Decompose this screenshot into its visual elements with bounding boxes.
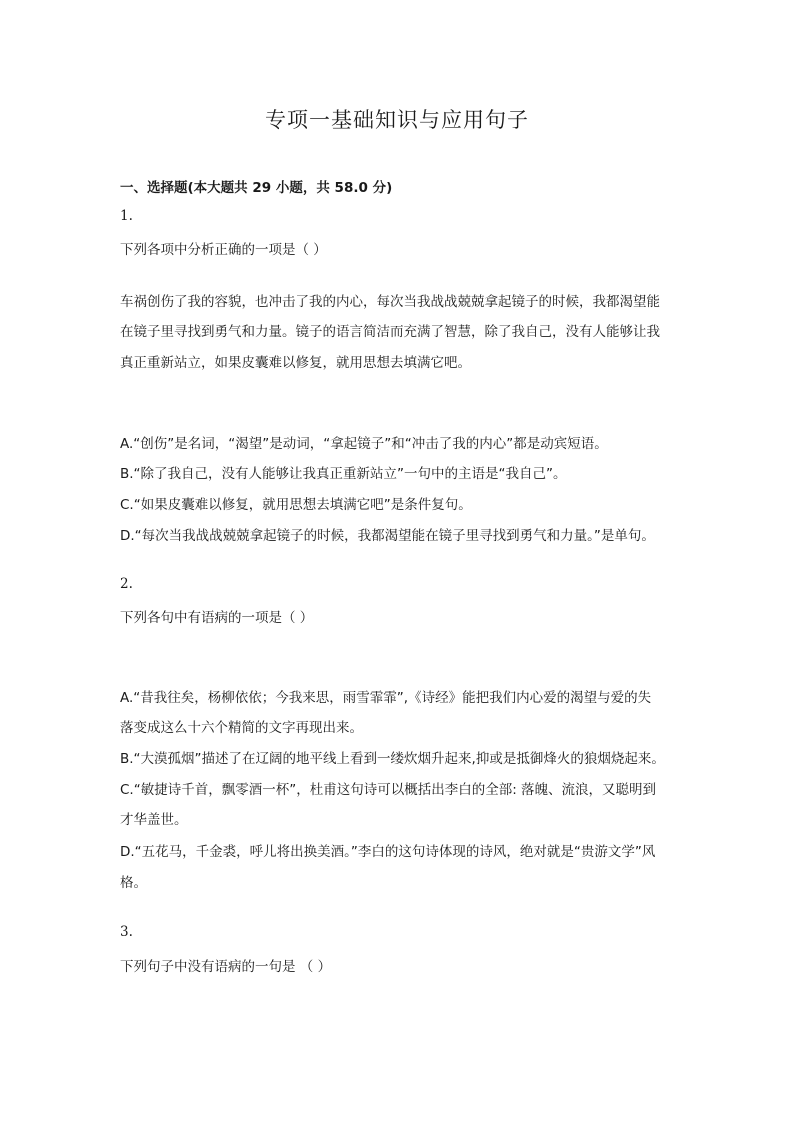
question-2-option-d-line-1: D.“五花马，千金裘，呼儿将出换美酒。”李白的这句诗体现的诗风，绝对就是“贵游文学”风 <box>120 844 656 860</box>
question-2-option-d-line-2: 格。 <box>120 875 147 891</box>
question-1-passage-line-3: 真正重新站立，如果皮囊难以修复，就用思想去填满它吧。 <box>120 355 471 371</box>
question-2-option-c-line-2: 才华盖世。 <box>120 812 188 828</box>
question-2-option-a-line-2: 落变成这么十六个精简的文字再现出来。 <box>120 720 363 736</box>
question-1-option-a: A.“创伤”是名词，“渴望”是动词，“拿起镜子”和“冲击了我的内心”都是动宾短语。 <box>120 436 608 452</box>
question-1-number: 1. <box>120 208 133 224</box>
question-1-passage-line-1: 车祸创伤了我的容貌，也冲击了我的内心，每次当我战战兢兢拿起镜子的时候，我都渴望能 <box>120 294 660 310</box>
section-heading: 一、选择题(本大题共 29 小题，共 58.0 分) <box>120 180 393 196</box>
question-2-option-a-line-1: A.“昔我往矣，杨柳依依；今我来思，雨雪霏霏”,《诗经》能把我们内心爱的渴望与爱的失 <box>120 690 652 706</box>
question-3-number: 3. <box>120 924 133 940</box>
question-1-option-d: D.“每次当我战战兢兢拿起镜子的时候，我都渴望能在镜子里寻找到勇气和力量。”是单句。 <box>120 528 655 544</box>
question-2-stem: 下列各句中有语病的一项是（ ） <box>120 610 314 626</box>
question-3-stem: 下列句子中没有语病的一句是 （ ） <box>120 959 332 975</box>
question-1-passage-line-2: 在镜子里寻找到勇气和力量。镜子的语言简洁而充满了智慧，除了我自己，没有人能够让我 <box>120 324 660 340</box>
question-2-number: 2. <box>120 576 133 592</box>
question-1-stem: 下列各项中分析正确的一项是（ ） <box>120 242 327 258</box>
page-title: 专项一基础知识与应用句子 <box>265 108 529 132</box>
question-1-option-b: B.“除了我自己，没有人能够让我真正重新站立”一句中的主语是“我自己”。 <box>120 466 567 482</box>
question-2-option-c-line-1: C.“敏捷诗千首，飘零酒一杯”，杜甫这句诗可以概括出李白的全部: 落魄、流浪，又聪明到 <box>120 782 657 798</box>
question-1-option-c: C.“如果皮囊难以修复，就用思想去填满它吧”是条件复句。 <box>120 497 472 513</box>
question-2-option-b: B.“大漠孤烟”描述了在辽阔的地平线上看到一缕炊烟升起来,抑或是抵御烽火的狼烟烧起来。 <box>120 751 665 767</box>
